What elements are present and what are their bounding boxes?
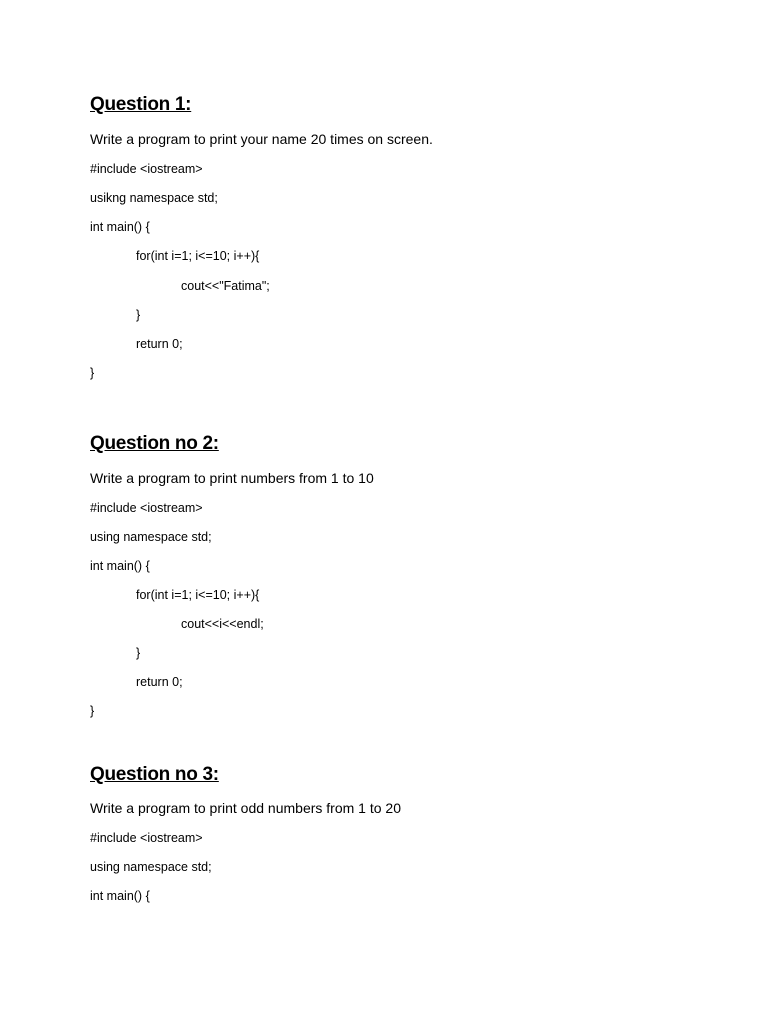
question-1-prompt: Write a program to print your name 20 times on screen. <box>90 131 433 147</box>
code-line: } <box>136 646 141 660</box>
code-line: #include <iostream> <box>90 831 203 845</box>
code-line: using namespace std; <box>90 530 212 544</box>
code-line: } <box>136 308 141 322</box>
code-line: int main() { <box>90 559 150 573</box>
code-line: return 0; <box>136 337 183 351</box>
code-line: } <box>90 366 95 380</box>
code-line: return 0; <box>136 675 183 689</box>
question-2-heading: Question no 2: <box>90 433 219 454</box>
question-2-prompt: Write a program to print numbers from 1 to 10 <box>90 470 374 486</box>
code-line: } <box>90 704 95 718</box>
code-line: usikng namespace std; <box>90 191 218 205</box>
code-line: using namespace std; <box>90 860 212 874</box>
code-line: int main() { <box>90 889 150 903</box>
code-line: cout<<"Fatima"; <box>181 279 270 293</box>
code-line: for(int i=1; i<=10; i++){ <box>136 249 260 263</box>
code-line: int main() { <box>90 220 150 234</box>
code-line: #include <iostream> <box>90 162 203 176</box>
question-1-heading: Question 1: <box>90 94 192 115</box>
question-3-heading: Question no 3: <box>90 764 219 785</box>
code-line: cout<<i<<endl; <box>181 617 264 631</box>
code-line: for(int i=1; i<=10; i++){ <box>136 588 260 602</box>
question-3-prompt: Write a program to print odd numbers from 1 to 20 <box>90 800 401 816</box>
code-line: #include <iostream> <box>90 501 203 515</box>
